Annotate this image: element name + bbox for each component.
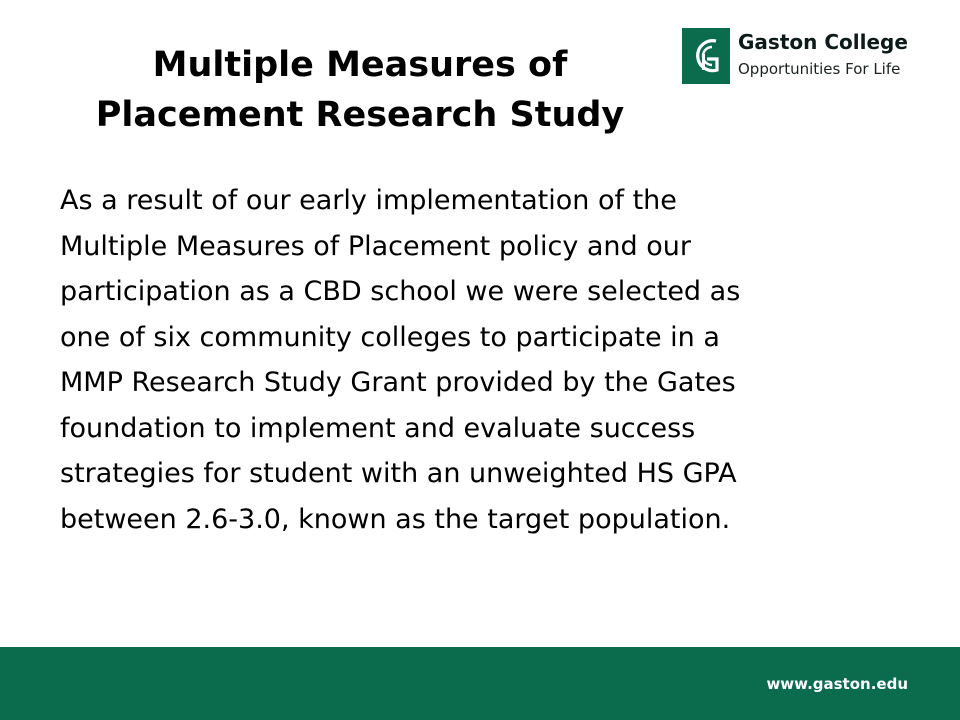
body-line-2: Multiple Measures of Placement policy and our — [60, 230, 691, 262]
body-line-6: foundation to implement and evaluate success — [60, 412, 696, 444]
gaston-college-logo — [682, 28, 932, 86]
logo-name: Gaston College — [738, 30, 908, 54]
footer-bar — [0, 647, 960, 720]
slide-title-line-2: Placement Research Study — [95, 95, 625, 135]
body-paragraph — [60, 178, 900, 542]
slide-title-line-1: Multiple Measures of — [152, 45, 568, 85]
logo-tagline: Opportunities For Life — [738, 60, 901, 78]
body-line-5: MMP Research Study Grant provided by the Gates — [60, 367, 736, 398]
body-line-1: As a result of our early implementation of the — [60, 185, 677, 216]
body-line-4: one of six community colleges to participate in a — [60, 321, 720, 353]
body-line-3: participation as a CBD school we were selected as — [60, 276, 741, 307]
body-line-8: between 2.6-3.0, known as the target population. — [60, 503, 731, 535]
body-line-7: strategies for student with an unweighted HS GPA — [60, 458, 737, 489]
slide-title — [30, 40, 690, 140]
gaston-college-logo-icon — [682, 28, 730, 84]
footer-url: www.gaston.edu — [766, 675, 908, 693]
